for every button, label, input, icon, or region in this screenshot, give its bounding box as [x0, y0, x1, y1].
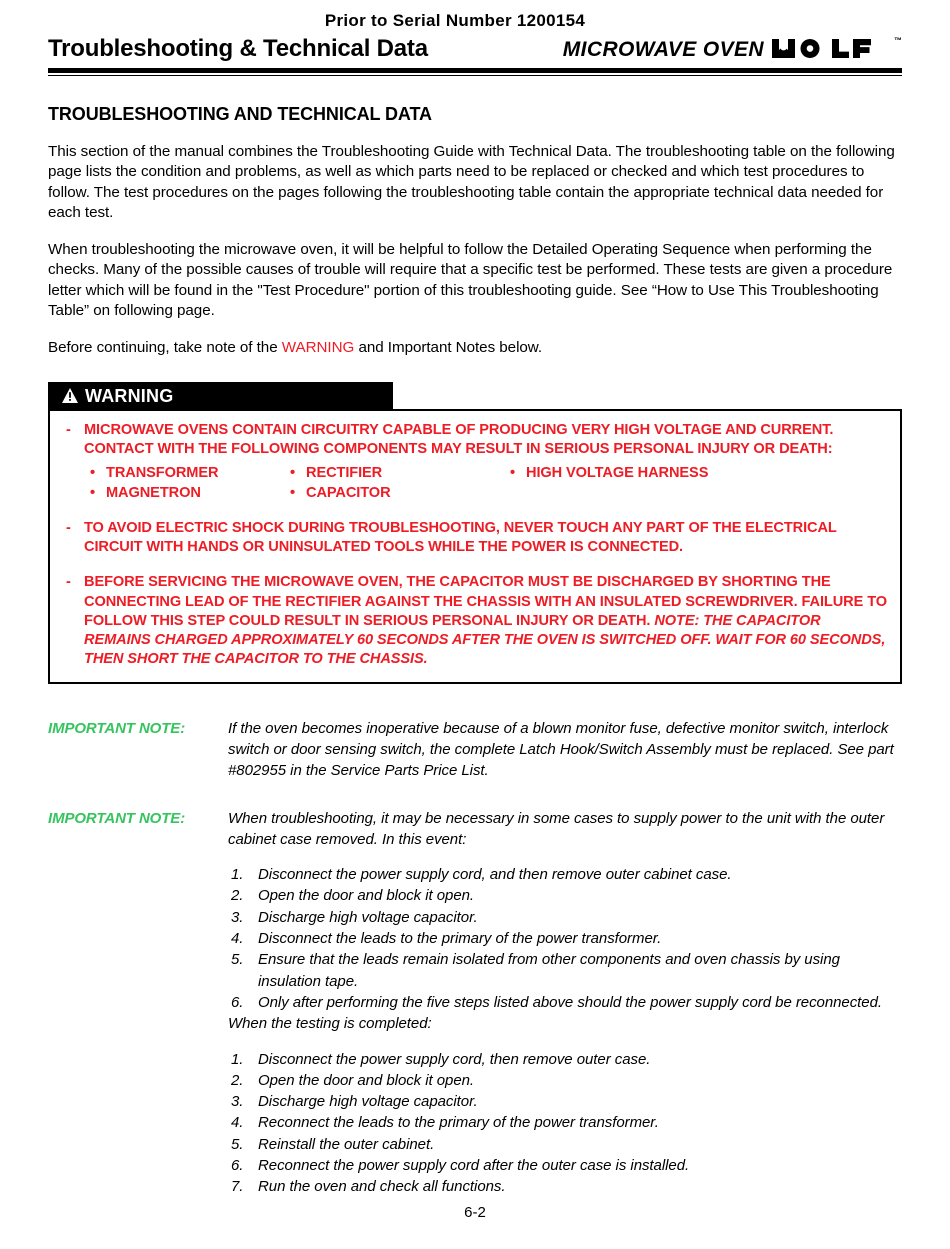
wolf-wordmark-icon — [771, 36, 893, 62]
hazard-component-cell — [284, 483, 504, 503]
hazard-component-label: TRANSFORMER — [106, 464, 219, 481]
list-item — [228, 928, 902, 949]
hazard-component-row — [84, 463, 888, 483]
step-number: 1. — [231, 866, 244, 884]
header-rule-thin — [48, 75, 902, 77]
intro-paragraph-1: This section of the manual combines the Troubleshooting Guide with Technical Data. The troubleshooting table on the following page lists the condition and problems, as well as which parts need to be replaced or checked and which test procedures to follow. The test procedures on the pages following the troubleshooting table contain the appropriate technical data needed for each test. — [48, 143, 895, 221]
step-text: Reinstall the outer cabinet. — [258, 1135, 435, 1153]
power-up-steps-list — [228, 864, 902, 1013]
step-number: 6. — [231, 993, 244, 1011]
list-item — [228, 1155, 902, 1176]
step-text: Discharge high voltage capacitor. — [258, 1093, 478, 1111]
header-rule-thick — [48, 68, 902, 73]
page-footer — [0, 1204, 950, 1221]
list-item — [228, 1049, 902, 1070]
warning-header-bar — [48, 382, 393, 409]
step-text: Open the door and block it open. — [258, 1071, 475, 1089]
warning-item-text — [84, 421, 888, 503]
step-number: 1. — [231, 1050, 244, 1068]
step-text: Reconnect the power supply cord after the outer case is installed. — [258, 1157, 690, 1174]
hazard-component-label: HIGH VOLTAGE HARNESS — [526, 464, 709, 481]
step-text: Only after performing the five steps listed above should the power supply cord be reconnected. — [258, 993, 882, 1011]
step-number: 3. — [231, 1093, 244, 1111]
trademark-symbol: ™ — [894, 35, 902, 45]
bullet-icon: • — [510, 464, 516, 481]
step-number: 7. — [231, 1178, 244, 1196]
list-item — [228, 864, 902, 885]
intro-paragraph-2: When troubleshooting the microwave oven, it will be helpful to follow the Detailed Operating Sequence when performing the checks. Many of the possible causes of trouble will require that a specific test be performed. These tests are given a procedure letter which will be found in the "Test Procedure" portion of this troubleshooting guide. See “How to Use This Troubleshooting Table” on following page. — [48, 241, 893, 319]
step-number: 2. — [231, 887, 244, 905]
list-item — [228, 949, 902, 992]
warning-item-1-text: MICROWAVE OVENS CONTAIN CIRCUITRY CAPABLE OF PRODUCING VERY HIGH VOLTAGE AND CURRENT. CONTACT WITH THE FOLLOWING COMPONENTS MAY RESULT IN SERIOUS PERSONAL INJURY OR DEATH: — [84, 422, 834, 458]
important-note-1 — [48, 718, 902, 782]
warning-item-text — [84, 573, 888, 669]
list-item — [228, 885, 902, 906]
testing-completed-steps-list — [228, 1049, 902, 1198]
bullet-icon: • — [290, 464, 296, 481]
list-item — [228, 1070, 902, 1091]
warning-item — [62, 421, 888, 503]
important-note-2 — [48, 808, 902, 1198]
hazard-component-label: CAPACITOR — [306, 484, 391, 501]
step-number: 4. — [231, 930, 244, 948]
important-note-body — [228, 808, 902, 1198]
important-note-body — [228, 718, 902, 782]
hazard-component-label: RECTIFIER — [306, 464, 383, 481]
list-item — [228, 992, 902, 1013]
list-item — [228, 907, 902, 928]
step-text: Ensure that the leads remain isolated from other components and oven chassis by using insulation tape. — [258, 951, 840, 990]
list-item — [228, 1112, 902, 1133]
step-number: 5. — [231, 1135, 244, 1153]
list-item — [228, 1091, 902, 1112]
warning-dash-marker: - — [66, 422, 71, 439]
page-title: Troubleshooting & Technical Data — [48, 34, 428, 62]
page-number: 6-2 — [464, 1204, 486, 1221]
step-text: Open the door and block it open. — [258, 887, 475, 905]
step-text: Reconnect the leads to the primary of the power transformer. — [258, 1114, 659, 1132]
warning-item-3-note: NOTE: THE CAPACITOR REMAINS CHARGED APPROXIMATELY 60 SECONDS AFTER THE OVEN IS SWITCHED OFF. WAIT FOR 60 SECONDS, THEN SHORT THE CAPACITOR TO THE CHASSIS. — [84, 612, 886, 668]
important-note-label: IMPORTANT NOTE: — [48, 719, 186, 737]
warning-header-label: WARNING — [85, 385, 174, 406]
step-number: 2. — [231, 1071, 244, 1089]
wolf-logo — [771, 36, 902, 62]
step-number: 4. — [231, 1114, 244, 1132]
hazard-component-cell — [84, 463, 284, 483]
testing-completed-heading: When the testing is completed: — [228, 1015, 432, 1033]
warning-item — [62, 519, 888, 558]
section-title: TROUBLESHOOTING AND TECHNICAL DATA — [48, 104, 432, 125]
step-number: 3. — [231, 908, 244, 926]
product-line-label: MICROWAVE OVEN — [562, 37, 764, 61]
step-text: Run the oven and check all functions. — [258, 1178, 506, 1196]
intro-paragraph-3-pre: Before continuing, take note of the — [48, 338, 282, 356]
step-number: 5. — [231, 951, 244, 969]
list-item — [228, 1176, 902, 1197]
important-note-1-text: If the oven becomes inoperative because of a blown monitor fuse, defective monitor switch, interlock switch or door sensing switch, the complete Latch Hook/Switch Assembly must be replaced. See part #802955 in the Service Parts Price List. — [228, 719, 894, 780]
hazard-component-label: MAGNETRON — [106, 484, 201, 501]
intro-paragraph-3 — [48, 338, 902, 358]
warning-item-3-text: BEFORE SERVICING THE MICROWAVE OVEN, THE CAPACITOR MUST BE DISCHARGED BY SHORTING THE CONNECTING LEAD OF THE RECTIFIER AGAINST THE CHASSIS WITH AN INSULATED SCREWDRIVER. FAILURE TO FOLLOW THIS STEP COULD RESULT IN SERIOUS PERSONAL INJURY OR DEATH. — [84, 574, 887, 629]
step-text: Disconnect the power supply cord, then remove outer case. — [258, 1050, 651, 1068]
step-number: 6. — [231, 1157, 244, 1174]
warning-item — [62, 573, 888, 669]
warning-panel — [48, 382, 902, 684]
hazard-component-cell — [284, 463, 504, 483]
warning-dash-marker: - — [66, 519, 71, 536]
serial-number-note: Prior to Serial Number 1200154 — [324, 11, 586, 30]
step-text: Discharge high voltage capacitor. — [258, 908, 478, 926]
brand-block — [563, 36, 902, 63]
step-text: Disconnect the leads to the primary of the power transformer. — [258, 930, 662, 948]
intro-paragraph-3-post: and Important Notes below. — [354, 338, 543, 356]
bullet-icon: • — [90, 464, 96, 481]
bullet-icon: • — [290, 484, 296, 501]
page-header — [48, 35, 902, 63]
hazard-component-cell — [504, 463, 804, 483]
step-text: Disconnect the power supply cord, and then remove outer cabinet case. — [258, 866, 732, 884]
hazard-component-grid — [84, 463, 888, 503]
warning-body — [48, 409, 902, 684]
warning-item-2-text: TO AVOID ELECTRIC SHOCK DURING TROUBLESHOOTING, NEVER TOUCH ANY PART OF THE ELECTRICAL CIRCUIT WITH HANDS OR UNINSULATED TOOLS WHILE THE POWER IS CONNECTED. — [84, 519, 837, 556]
warning-dash-marker: - — [66, 574, 71, 591]
important-note-2-text: When troubleshooting, it may be necessary in some cases to supply power to the unit with the outer cabinet case removed. In this event: — [228, 809, 885, 848]
warning-keyword: WARNING — [281, 338, 355, 356]
important-note-label: IMPORTANT NOTE: — [48, 809, 186, 827]
warning-triangle-icon — [62, 388, 78, 403]
bullet-icon: • — [90, 484, 96, 501]
list-item — [228, 1134, 902, 1155]
hazard-component-row — [84, 483, 888, 503]
hazard-component-cell — [84, 483, 284, 503]
